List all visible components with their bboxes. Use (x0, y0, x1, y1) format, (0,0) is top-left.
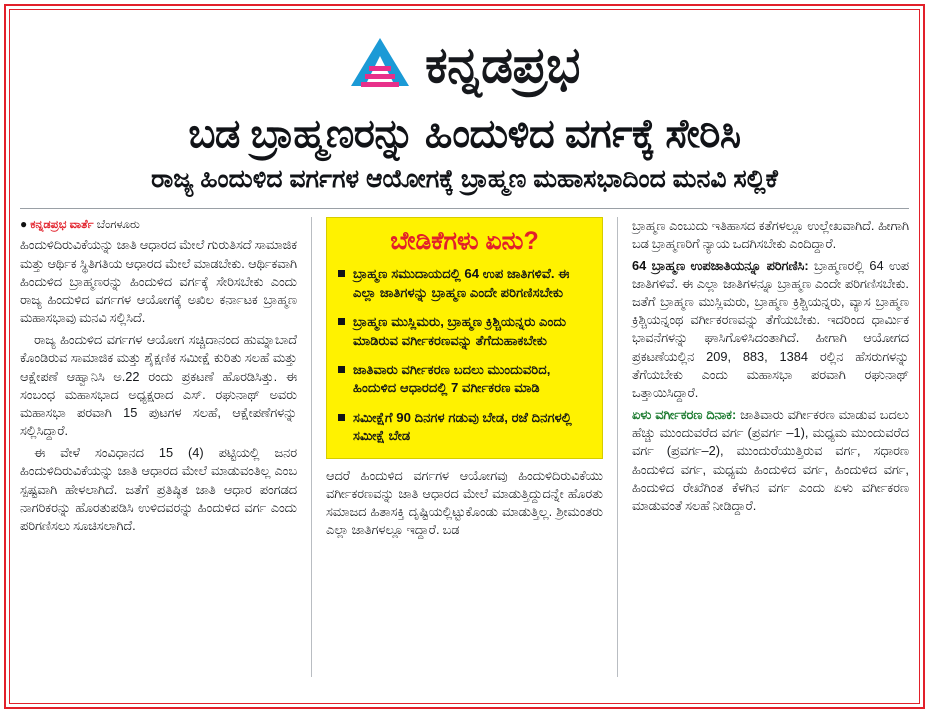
callout-title: ಬೇಡಿಕೆಗಳು ಏನು? (390, 226, 539, 255)
paragraph-text: ಜಾತಿವಾರು ವರ್ಗೀಕರಣ ಮಾಡುವ ಬದಲು ಹೆಚ್ಚು ಮುಂದುವರೆದ ವರ್ಗ (ಪ್ರವರ್ಗ –1), ಮಧ್ಯಮ ಮುಂದುವರೆದ ವರ್ಗ (ಪ್ರವರ್ಗ–2), ಮುಂದುರೆಯುತ್ತಿರುವ ವರ್ಗ, ಸಧಾರಣ ಹಿಂದುಳಿದ ವರ್ಗ, ಮಧ್ಯಮ ಹಿಂದುಳಿದ ವರ್ಗ, ಹಿಂದುಳಿದ ವರ್ಗ, ಹಿಂದುಳಿದ ರೇಖೆಗಿಂತ ಕೆಳಗಿನ ವರ್ಗ ಎಂದು ಏಳು ವರ್ಗೀಕರಣ ಮಾಡುವಂತೆ ಸಲಹೆ ನೀಡಿದ್ದಾರೆ. (632, 407, 910, 513)
square-bullet-icon (338, 414, 345, 421)
byline (20, 217, 297, 233)
paragraph-with-heading (632, 406, 909, 515)
run-in-heading-green: ಏಳು ವರ್ಗೀಕರಣ ದಿನಾಕ: (632, 407, 737, 423)
column-divider (617, 217, 618, 677)
paragraph: ಬ್ರಾಹ್ಮಣ ಎಂಬುದು ಇತಿಹಾಸದ ಕತೆಗಳಲ್ಲೂ ಉಲ್ಲೇಖವಾಗಿದೆ. ಹೀಗಾಗಿ ಬಡ ಬ್ರಾಹ್ಮಣರಿಗೆ ನ್ಯಾಯ ಒದಗಿಸಬೇಕು ಎಂದಿದ್ದಾರೆ. (632, 217, 909, 251)
paragraph: ಹಿಂದುಳಿದಿರುವಿಕೆಯನ್ನು ಜಾತಿ ಆಧಾರದ ಮೇಲೆ ಗುರುತಿಸದೆ ಸಾಮಾಜಿಕ ಮತ್ತು ಆರ್ಥಿಕ ಸ್ಥಿತಿಗತಿಯ ಆಧಾರದ ಮೇಲೆ ಮಾಡಬೇಕು. ಆರ್ಥಿಕವಾಗಿ ಹಿಂದುಳಿದ ಬ್ರಾಹ್ಮಣರನ್ನು ಹಿಂದುಳಿದ ವರ್ಗಕ್ಕೆ ಸೇರಿಸಬೇಕು ಎಂದು ರಾಜ್ಯ ಹಿಂದುಳಿದ ವರ್ಗಗಳ ಆಯೋಗಕ್ಕೆ ಅಖಿಲ ಕರ್ನಾಟಕ ಬ್ರಾಹ್ಮಣ ಮಹಾಸಭಾವು ಮನವಿ ಸಲ್ಲಿಸಿದೆ. (20, 237, 297, 326)
list-item-label: ಬ್ರಾಹ್ಮಣ ಸಮುದಾಯದಲ್ಲಿ 64 ಉಪ ಜಾತಿಗಳಿವೆ. ಈ ಎಲ್ಲಾ ಜಾತಿಗಳನ್ನು ಬ್ರಾಹ್ಮಣ ಎಂದೇ ಪರಿಗಣಿಸಬೇಕು (353, 266, 570, 300)
column-2 (326, 217, 603, 677)
demands-callout-box (326, 217, 603, 459)
page-content (14, 14, 915, 699)
paragraph-with-heading (632, 257, 909, 402)
masthead-title: ಕನ್ನಡಪ್ರಭ (425, 37, 580, 93)
list-item (337, 265, 592, 302)
list-item (337, 361, 592, 398)
headline-divider (20, 208, 909, 209)
list-item-label: ಬ್ರಾಹ್ಮಣ ಮುಸ್ಲಿಮರು, ಬ್ರಾಹ್ಮಣ ಕ್ರಿಶ್ಚಿಯನ್ನರು ಎಂದು ಮಾಡಿರುವ ವರ್ಗೀಕರಣವನ್ನು ತೆಗೆದುಹಾಕಬೇಕು (353, 314, 567, 348)
paragraph: ರಾಜ್ಯ ಹಿಂದುಳಿದ ವರ್ಗಗಳ ಆಯೋಗ ಸಚ್ಚಿದಾನಂದ ಹುಮ್ನಾಬಾದೆ ಕೊಂಡಿರುವ ಸಾಮಾಜಿಕ ಮತ್ತು ಶೈಕ್ಷಣಿಕ ಸಮೀಕ್ಷೆ ಕುರಿತು ಸಲಹೆ ಮತ್ತು ಆಕ್ಷೇಪಣೆ ಆಹ್ವಾನಿಸಿ ಅ.22 ರಂದು ಪ್ರಕಟಣೆ ಹೊರಡಿಸಿತ್ತು. ಈ ಸಂಬಂಧ ಮಹಾಸಭಾದ ಅಧ್ಯಕ್ಷರಾದ ಎಸ್. ರಘುನಾಥ್ ಅವರು ಮಹಾಸಭಾ ಪರವಾಗಿ 15 ಪುಟಗಳ ಸಲಹೆ, ಆಕ್ಷೇಪಣೆಗಳನ್ನು ಸಲ್ಲಿಸಿದ್ದಾರೆ. (20, 332, 297, 439)
byline-publication: ಕನ್ನಡಪ್ರಭ ವಾರ್ತೆ (30, 218, 94, 231)
list-item-label: ಸಮೀಕ್ಷೆಗೆ 90 ದಿನಗಳ ಗಡುವು ಬೇಡ, ರಜೆ ದಿನಗಳಲ್ಲಿ ಸಮೀಕ್ಷೆ ಬೇಡ (353, 409, 572, 444)
article-columns (14, 217, 915, 677)
headline-block (14, 102, 915, 198)
page-title: ಬಡ ಬ್ರಾಹ್ಮಣರನ್ನು ಹಿಂದುಳಿದ ವರ್ಗಕ್ಕೆ ಸೇರಿಸಿ (188, 112, 741, 156)
column-1 (20, 217, 297, 677)
square-bullet-icon (338, 366, 345, 373)
masthead (14, 14, 915, 102)
column-3 (632, 217, 909, 677)
paragraph: ಈ ವೇಳೆ ಸಂವಿಧಾನದ 15 (4) ಪಟ್ಟಿಯಲ್ಲಿ ಜನರ ಹಿಂದುಳಿದಿರುವಿಕೆಯನ್ನು ಜಾತಿ ಆಧಾರದ ಮೇಲೆ ಮಾಡುವಂತಿಲ್ಲ ಎಂಬ ಸ್ಪಷ್ಟವಾಗಿ ಹೇಳಲಾಗಿದೆ. ಜತೆಗೆ ಪ್ರತಿಷ್ಠಿತ ಜಾತಿ ಆಧಾರ ಪಂಗಡದ ನಾಗರಿಕರನ್ನು ಹೊರತುಪಡಿಸಿ ಉಳಿದವರನ್ನು ಹಿಂದುಳಿದ ವರ್ಗ ಎಂದು ಪರಿಗಣಿಸಲು ಸೂಚಿಸಲಾಗಿದೆ. (20, 445, 297, 533)
paragraph: ಆದರೆ ಹಿಂದುಳಿದ ವರ್ಗಗಳ ಆಯೋಗವು ಹಿಂದುಳಿದಿರುವಿಕೆಯು ವರ್ಗೀಕರಣವನ್ನು ಜಾತಿ ಆಧಾರದ ಮೇಲೆ ಮಾಡುತ್ತಿದ್ದುದನ್ನೇ ಹೊರತು ಸಮಾಜದ ಹಿತಾಸಕ್ತಿ ದೃಷ್ಟಿಯಲ್ಲಿಟ್ಟುಕೊಂಡು ಮಾಡುತ್ತಿಲ್ಲ. ಶ್ರೀಮಂತರು ಎಲ್ಲಾ ಜಾತಿಗಳಲ್ಲೂ ಇದ್ದಾರೆ. ಬಡ (326, 467, 603, 538)
kannadaprabha-logo-icon (349, 36, 411, 94)
byline-bullet-icon: ● (20, 216, 28, 231)
square-bullet-icon (338, 270, 345, 277)
byline-place: ಬೆಂಗಳೂರು (96, 218, 140, 231)
run-in-heading: 64 ಬ್ರಾಹ್ಮಣ ಉಪಜಾತಿಯನ್ನೂ ಪರಿಗಣಿಸಿ: (632, 257, 809, 273)
column-divider (311, 217, 312, 677)
list-item-label: ಜಾತಿವಾರು ವರ್ಗೀಕರಣ ಬದಲು ಮುಂದುವರಿದ, ಹಿಂದುಳಿದ ಆಧಾರದಲ್ಲಿ 7 ವರ್ಗೀಕರಣ ಮಾಡಿ (353, 361, 551, 396)
paragraph-text: ಬ್ರಾಹ್ಮಣರಲ್ಲಿ 64 ಉಪ ಜಾತಿಗಳಿವೆ. ಈ ಎಲ್ಲಾ ಜಾತಿಗಳನ್ನೂ ಬ್ರಾಹ್ಮಣ ಎಂದೇ ಪರಿಗಣಿಸಬೇಕು. ಜತೆಗೆ ಬ್ರಾಹ್ಮಣ ಮುಸ್ಲಿಮರು, ಬ್ರಾಹ್ಮಣ ಕ್ರಿಶ್ಚಿಯನ್ನರು, ವ್ಯಾಸ ಬ್ರಾಹ್ಮಣ ಕ್ರಿಶ್ಚಿಯನ್ನಂಥ ವರ್ಗೀಕರಣವನ್ನು ತೆಗೆಯಬೇಕು. ಇದರಿಂದ ಧಾರ್ಮಿಕ ಭಾವನೆಗಳನ್ನು ಘಾಸಿಗೊಳಿಸಿದಂತಾಗಿದೆ. ಹೀಗಾಗಿ ಆಯೋಗದ ಪ್ರಕಟಣೆಯಲ್ಲಿನ 209, 883, 1384 ರಲ್ಲಿನ ಹೆಸರುಗಳನ್ನು ತೆಗೆಯಬೇಕು ಎಂದು ಮಹಾಸಭಾ ಪರವಾಗಿ ರಘುನಾಥ್ ಒತ್ತಾಯಿಸಿದ್ದಾರೆ. (632, 257, 909, 400)
callout-list (337, 265, 592, 446)
page-subtitle: ರಾಜ್ಯ ಹಿಂದುಳಿದ ವರ್ಗಗಳ ಆಯೋಗಕ್ಕೆ ಬ್ರಾಹ್ಮಣ ಮಹಾಸಭಾದಿಂದ ಮನವಿ ಸಲ್ಲಿಕೆ (151, 164, 778, 193)
square-bullet-icon (338, 318, 345, 325)
list-item (337, 409, 592, 446)
list-item (337, 313, 592, 350)
